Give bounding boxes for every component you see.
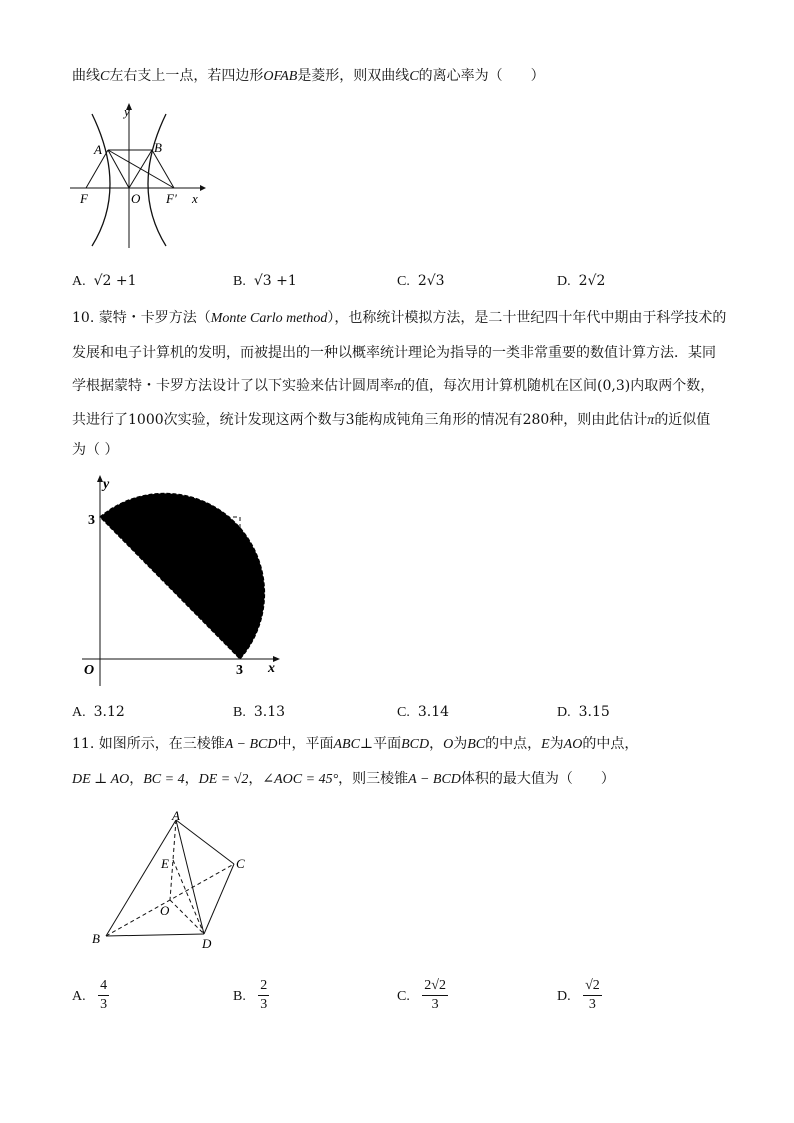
q11-pyramid-figure [86, 810, 256, 955]
q9-option-b[interactable]: B. √3 +1 [233, 273, 297, 289]
fig9-label-o: O [131, 191, 141, 206]
fig9-label-y: y [124, 104, 130, 119]
fig11-label-a: A [172, 810, 180, 823]
fig9-label-x: x [192, 191, 198, 206]
q11-line2: DE ⊥ AO，BC = 4，DE = √2，∠AOC = 45°，则三棱锥A − BCD体积的最大值为（ ） [72, 771, 615, 787]
fig11-label-o: O [160, 903, 170, 918]
fig10-label-o: O [84, 663, 95, 678]
q9-hyperbola-figure [66, 100, 206, 250]
q10-line1: 10. 蒙特・卡罗方法（Monte Carlo method），也称统计模拟方法，是二十世纪四十年代中期由于科学技术的 [72, 310, 727, 326]
q10-line2: 发展和电子计算机的发明，而被提出的一种以概率统计理论为指导的一类非常重要的数值计算方法．某同 [72, 345, 716, 361]
q9-text: 的离心率为（ ） [418, 68, 545, 84]
fig9-label-b: B [154, 140, 162, 155]
fig10-label-y: y [103, 477, 110, 492]
q10-option-b[interactable]: B. 3.13 [233, 704, 286, 720]
q11-option-c[interactable]: C. $\frac{2√2}{3}$ [397, 978, 446, 1012]
q10-region-figure [72, 474, 292, 689]
q11-option-b[interactable]: B. $\frac{2}{3}$ [233, 978, 268, 1012]
q10-option-a[interactable]: A. 3.12 [72, 704, 125, 720]
q9-option-a[interactable]: A. √2 +1 [72, 273, 137, 289]
q9-var: C [100, 69, 110, 84]
fig11-label-e: E [161, 856, 169, 871]
fig9-label-f: F [80, 191, 88, 206]
fraction: $\frac{2}{3}$ [260, 978, 268, 1012]
fig11-label-c: C [236, 856, 245, 871]
q10-option-c[interactable]: C. 3.14 [397, 704, 450, 720]
q10-line3: 学根据蒙特・卡罗方法设计了以下实验来估计圆周率π的值，每次用计算机随机在区间(0,3)内取两个数， [72, 378, 715, 394]
q9-text: 曲线 [72, 68, 100, 84]
q9-var: C [409, 69, 419, 84]
q9-option-c[interactable]: C. 2√3 [397, 273, 445, 289]
q11-option-d[interactable]: D. $\frac{√2}{3}$ [557, 978, 600, 1012]
fraction: $\frac{√2}{3}$ [585, 978, 600, 1012]
fig10-label-3y: 3 [88, 513, 95, 528]
q9-option-d[interactable]: D. 2√2 [557, 273, 606, 289]
fig9-label-fprime: F′ [166, 191, 177, 206]
q10-option-d[interactable]: D. 3.15 [557, 704, 610, 720]
q10-line5: 为（ ） [72, 442, 119, 458]
fig11-label-d: D [202, 936, 212, 951]
q11-option-a[interactable]: A. $\frac{4}{3}$ [72, 978, 108, 1012]
fig11-label-b: B [92, 931, 100, 946]
q10-term: Monte Carlo method [210, 311, 328, 326]
q10-line4: 共进行了1000次实验，统计发现这两个数与3能构成钝角三角形的情况有280种，则由此估计π的近似值 [72, 412, 711, 428]
fig10-label-x: x [268, 661, 275, 676]
q11-line1: 11. 如图所示，在三棱锥A − BCD中，平面ABC⊥平面BCD，O为BC的中点，E为AO的中点， [72, 736, 639, 752]
fraction: $\frac{4}{3}$ [100, 978, 108, 1012]
q9-stem [72, 67, 545, 86]
q9-text: 左右支上一点，若四边形 [109, 68, 264, 84]
fig9-label-a: A [94, 142, 102, 157]
q9-var: OFAB [263, 69, 298, 84]
q9-text: 是菱形，则双曲线 [297, 68, 410, 84]
fraction: $\frac{2√2}{3}$ [424, 978, 446, 1012]
fig10-label-3x: 3 [236, 663, 243, 678]
